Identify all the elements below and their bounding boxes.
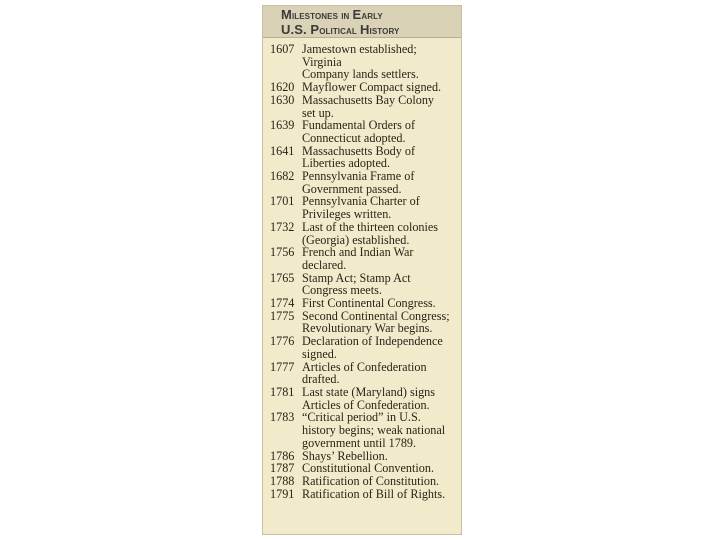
title-line-2: U.S. Political History: [281, 22, 400, 37]
milestone-event: Pennsylvania Frame of Government passed.: [302, 169, 415, 196]
milestone-year: 1783: [270, 410, 295, 425]
milestone-event: Massachusetts Body of Liberties adopted.: [302, 143, 416, 171]
milestone-row: [270, 462, 461, 475]
milestone-event: First Continental Congress.: [302, 296, 436, 311]
milestone-row: [270, 475, 461, 488]
milestone-event: Shays’ Rebellion.: [302, 448, 388, 463]
sidebar-header: [263, 6, 461, 38]
milestone-year: 1787: [270, 461, 295, 476]
milestone-row: [270, 221, 461, 246]
milestone-year: 1682: [270, 169, 295, 184]
milestone-event: Ratification of Bill of Rights.: [302, 486, 446, 501]
milestone-year: 1641: [270, 143, 295, 158]
milestone-row: [270, 81, 461, 94]
milestone-row: [270, 411, 461, 449]
milestone-event: Last state (Maryland) signs Articles of Confederation.: [302, 384, 436, 412]
milestone-event: French and Indian War declared.: [302, 245, 414, 272]
milestone-event: Mayflower Compact signed.: [302, 80, 442, 95]
milestone-row: [270, 195, 461, 220]
milestone-list: [263, 38, 461, 500]
milestone-year: 1786: [270, 448, 295, 463]
milestone-row: [270, 145, 461, 170]
milestone-year: 1630: [270, 92, 295, 107]
milestone-event: Articles of Confederation drafted.: [302, 359, 427, 387]
milestone-row: [270, 246, 461, 271]
milestone-row: [270, 335, 461, 360]
milestone-year: 1639: [270, 118, 295, 133]
milestone-event: Stamp Act; Stamp Act Congress meets.: [302, 270, 411, 298]
milestone-event: “Critical period” in U.S. history begins; weak national government until 1789.: [302, 410, 446, 450]
milestone-year: 1776: [270, 334, 295, 349]
milestone-year: 1781: [270, 384, 295, 399]
milestone-event: Constitutional Convention.: [302, 461, 435, 476]
milestones-sidebar: [262, 5, 462, 535]
milestone-year: 1620: [270, 80, 295, 95]
milestone-event: Declaration of Independence signed.: [302, 334, 443, 361]
milestone-event: Fundamental Orders of Connecticut adopted.: [302, 118, 416, 145]
milestone-event: Pennsylvania Charter of Privileges written.: [302, 194, 420, 222]
milestone-event: Second Continental Congress; Revolutionary War begins.: [302, 308, 450, 336]
milestone-row: [270, 310, 461, 335]
milestone-year: 1765: [270, 270, 295, 285]
milestone-event: Last of the thirteen colonies (Georgia) established.: [302, 219, 439, 247]
milestone-year: 1788: [270, 473, 295, 488]
milestone-year: 1777: [270, 359, 295, 374]
milestone-year: 1607: [270, 42, 295, 56]
milestone-event: Ratification of Constitution.: [302, 473, 440, 488]
title-line-1: Milestones in Early: [281, 7, 383, 22]
milestone-event: Massachusetts Bay Colony set up.: [302, 92, 435, 120]
milestone-row: [270, 361, 461, 386]
milestone-row: [270, 94, 461, 119]
milestone-row: [270, 297, 461, 310]
milestone-row: [270, 119, 461, 144]
milestone-year: 1701: [270, 194, 295, 209]
milestone-row: [270, 170, 461, 195]
milestone-year: 1791: [270, 486, 295, 501]
milestone-row: [270, 43, 461, 81]
milestone-year: 1775: [270, 308, 295, 323]
milestone-year: 1756: [270, 245, 295, 260]
milestone-row: [270, 272, 461, 297]
milestone-event: Jamestown established; Virginia Company lands settlers.: [302, 42, 419, 82]
milestone-year: 1732: [270, 219, 295, 234]
milestone-row: [270, 386, 461, 411]
milestone-row: [270, 488, 461, 501]
milestone-year: 1774: [270, 296, 295, 311]
